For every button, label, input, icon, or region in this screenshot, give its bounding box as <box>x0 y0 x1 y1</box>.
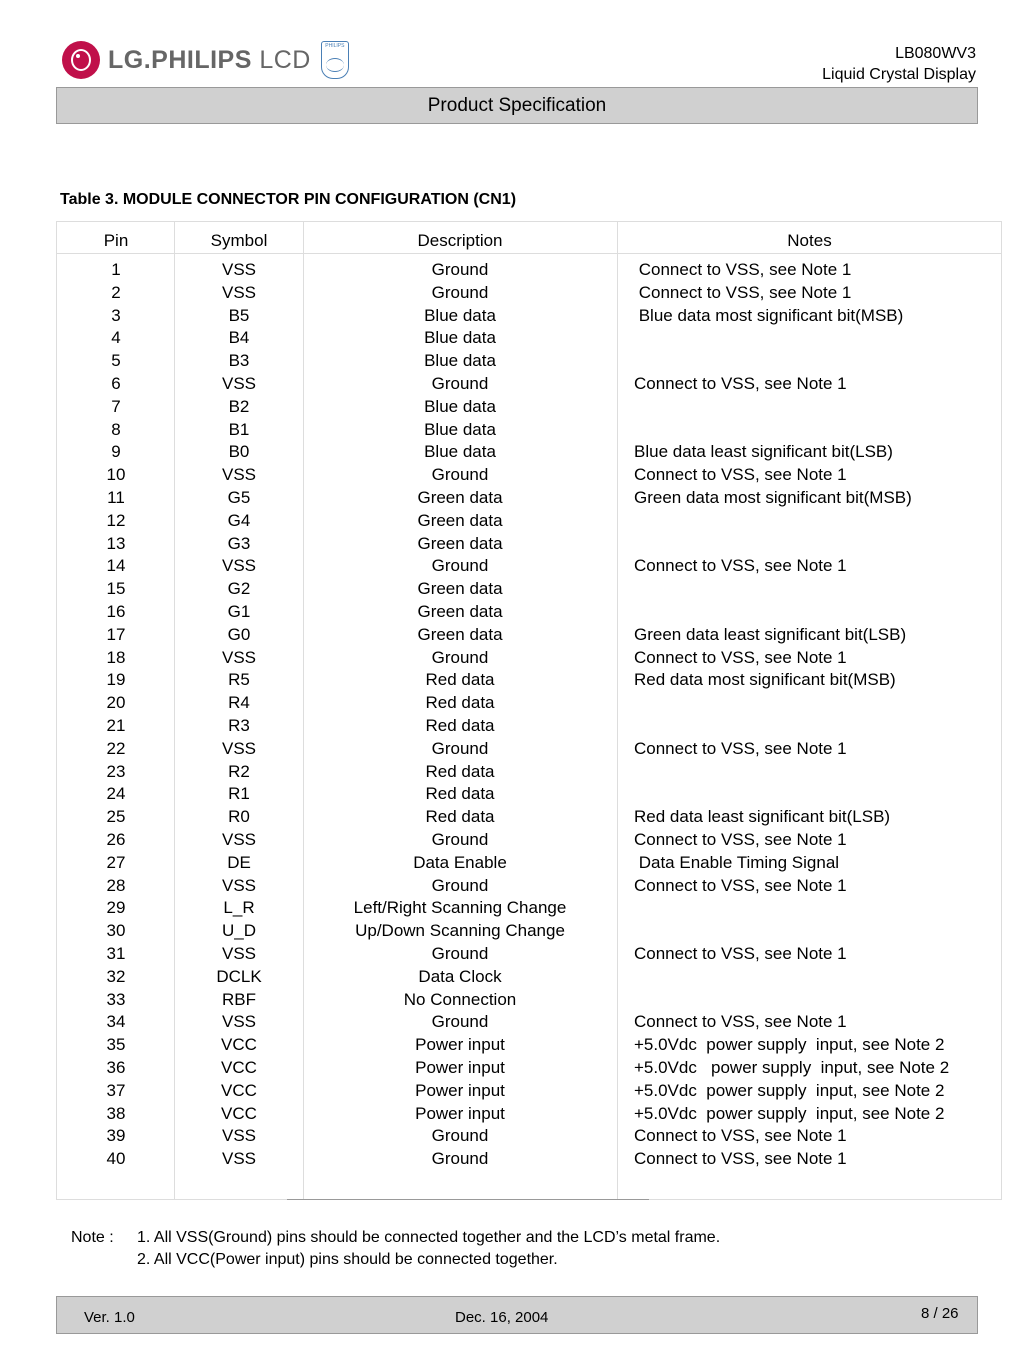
description-cell: Data Enable <box>413 852 507 872</box>
symbol-cell: VSS <box>221 875 257 895</box>
notes-cell: Connect to VSS, see Note 1 <box>634 1149 847 1169</box>
notes-section <box>71 1227 720 1271</box>
description-cell: Power input <box>415 1035 505 1055</box>
symbol-cell: VCC <box>221 1080 257 1100</box>
pin-cell: 6 <box>111 374 121 393</box>
notes-cell: Connect to VSS, see Note 1 <box>634 944 847 963</box>
symbol-cell: B5 <box>228 305 250 325</box>
pin-cell: 19 <box>106 670 126 690</box>
description-cell: Red data <box>425 716 495 735</box>
description-cell: Blue data <box>424 351 496 371</box>
description-cell: Ground <box>431 465 489 485</box>
description-cell: Green data <box>417 533 503 553</box>
description-cell: Left/Right Scanning Change <box>353 898 567 918</box>
description-cell: Red data <box>425 807 495 827</box>
model-number: LB080WV3 <box>895 45 976 62</box>
symbol-cell: R4 <box>228 693 250 713</box>
pin-cell: 3 <box>111 305 121 325</box>
logo-wordmark: LG.PHILIPS LCD <box>108 45 311 74</box>
pin-cell: 7 <box>111 396 121 416</box>
symbol-cell: B4 <box>228 328 250 348</box>
notes-cell: +5.0Vdc power supply input, see Note 2 <box>634 1103 945 1123</box>
symbol-cell: VCC <box>221 1058 257 1077</box>
pin-cell: 21 <box>106 716 126 735</box>
pin-cell: 24 <box>106 784 126 804</box>
symbol-cell: VSS <box>221 647 257 667</box>
pin-cell: 1 <box>111 260 121 279</box>
description-cell: Ground <box>431 1012 489 1032</box>
table-caption: Table 3. MODULE CONNECTOR PIN CONFIGURATION (CN1) <box>60 191 517 208</box>
pin-cell: 2 <box>111 282 121 302</box>
symbol-cell: B1 <box>228 419 250 439</box>
symbol-cell: VSS <box>221 465 257 485</box>
notes-cell: Red data most significant bit(MSB) <box>634 670 896 690</box>
footer-date: Dec. 16, 2004 <box>455 1309 549 1326</box>
symbol-cell: R1 <box>228 784 250 804</box>
symbol-cell: DE <box>227 852 251 872</box>
pin-cell: 12 <box>106 510 126 530</box>
symbol-cell: VSS <box>221 1126 257 1146</box>
symbol-cell: VSS <box>221 260 257 279</box>
description-cell: Ground <box>431 944 489 963</box>
description-cell: Ground <box>431 647 489 667</box>
pin-cell: 31 <box>106 944 126 963</box>
description-cell: Ground <box>431 1149 489 1169</box>
pin-cell: 35 <box>106 1035 126 1055</box>
lg-logo-icon <box>62 41 100 79</box>
page-title: Product Specification <box>56 87 978 124</box>
notes-cell: +5.0Vdc power supply input, see Note 2 <box>634 1058 950 1077</box>
symbol-cell: R3 <box>228 716 250 735</box>
symbol-cell: VSS <box>221 1149 257 1169</box>
description-cell: Power input <box>415 1058 505 1077</box>
symbol-cell: B0 <box>228 442 250 462</box>
philips-shield-icon: PHILIPS <box>321 41 349 79</box>
pin-cell: 22 <box>106 738 126 758</box>
symbol-cell: VSS <box>221 282 257 302</box>
symbol-cell: G3 <box>227 533 251 553</box>
description-cell: Ground <box>431 830 489 849</box>
notes-cell: Blue data least significant bit(LSB) <box>634 442 893 462</box>
description-cell: Ground <box>431 260 489 279</box>
pin-cell: 36 <box>106 1058 126 1077</box>
description-cell: Green data <box>417 602 503 621</box>
symbol-cell: G0 <box>227 624 251 644</box>
symbol-cell: R5 <box>228 670 250 690</box>
pin-cell: 40 <box>106 1149 126 1169</box>
description-cell: Blue data <box>424 396 496 416</box>
column-header-description: Description <box>417 231 503 250</box>
page-footer <box>56 1296 978 1334</box>
symbol-cell: L_R <box>223 898 255 918</box>
pin-cell: 9 <box>111 442 121 462</box>
document-id <box>822 43 976 85</box>
description-cell: Red data <box>425 784 495 804</box>
pin-cell: 26 <box>106 830 126 849</box>
description-cell: Red data <box>425 693 495 713</box>
symbol-cell: R2 <box>228 761 250 781</box>
description-cell: No Connection <box>403 989 517 1009</box>
symbol-cell: U_D <box>221 921 256 941</box>
symbol-cell: RBF <box>222 989 256 1009</box>
pin-cell: 23 <box>106 761 126 781</box>
pin-cell: 18 <box>106 647 126 667</box>
symbol-cell: VSS <box>221 830 257 849</box>
symbol-cell: DCLK <box>216 966 262 986</box>
pin-cell: 17 <box>106 624 126 644</box>
description-cell: Ground <box>431 1126 489 1146</box>
description-cell: Ground <box>431 556 489 576</box>
symbol-cell: B3 <box>228 351 250 371</box>
description-cell: Blue data <box>424 442 496 462</box>
symbol-cell: B2 <box>228 396 250 416</box>
description-cell: Blue data <box>424 328 496 348</box>
note-1: 1. All VSS(Ground) pins should be connected together and the LCD’s metal frame. <box>137 1229 721 1246</box>
symbol-cell: VCC <box>221 1103 257 1123</box>
notes-cell: Connect to VSS, see Note 1 <box>634 465 847 485</box>
notes-cell: Connect to VSS, see Note 1 <box>634 260 852 279</box>
description-cell: Blue data <box>424 419 496 439</box>
symbol-cell: G5 <box>227 488 251 507</box>
pin-cell: 34 <box>106 1012 126 1032</box>
symbol-cell: VSS <box>221 944 257 963</box>
pin-cell: 4 <box>111 328 121 348</box>
pin-cell: 5 <box>111 351 121 371</box>
pin-cell: 20 <box>106 693 126 713</box>
pin-cell: 37 <box>106 1080 126 1100</box>
notes-cell: Connect to VSS, see Note 1 <box>634 374 847 393</box>
notes-cell: Connect to VSS, see Note 1 <box>634 738 847 758</box>
notes-cell: Connect to VSS, see Note 1 <box>634 875 847 895</box>
pin-cell: 29 <box>106 898 126 918</box>
notes-cell: Data Enable Timing Signal <box>634 852 840 872</box>
notes-cell: Connect to VSS, see Note 1 <box>634 830 847 849</box>
description-cell: Ground <box>431 282 489 302</box>
note-label: Note : <box>71 1229 114 1246</box>
description-cell: Red data <box>425 670 495 690</box>
pin-cell: 38 <box>106 1103 126 1123</box>
pin-cell: 11 <box>107 488 125 507</box>
description-cell: Green data <box>417 510 503 530</box>
column-header-symbol: Symbol <box>210 231 268 250</box>
notes-cell: Connect to VSS, see Note 1 <box>634 1126 847 1146</box>
description-cell: Green data <box>417 488 503 507</box>
description-cell: Red data <box>425 761 495 781</box>
product-type: Liquid Crystal Display <box>822 66 976 83</box>
pin-cell: 39 <box>106 1126 126 1146</box>
footer-version: Ver. 1.0 <box>84 1309 135 1326</box>
notes-cell: +5.0Vdc power supply input, see Note 2 <box>634 1080 945 1100</box>
description-cell: Ground <box>431 738 489 758</box>
symbol-cell: VSS <box>221 374 257 393</box>
pin-cell: 27 <box>106 852 126 872</box>
notes-cell: Red data least significant bit(LSB) <box>634 807 891 827</box>
notes-cell: Connect to VSS, see Note 1 <box>634 556 847 576</box>
description-cell: Data Clock <box>418 966 502 986</box>
symbol-cell: VSS <box>221 556 257 576</box>
notes-cell: Connect to VSS, see Note 1 <box>634 282 852 302</box>
symbol-cell: G2 <box>227 579 251 599</box>
pin-cell: 33 <box>106 989 126 1009</box>
pin-configuration-table <box>56 221 1002 1200</box>
description-cell: Power input <box>415 1103 505 1123</box>
note-2: 2. All VCC(Power input) pins should be connected together. <box>137 1251 558 1268</box>
pin-cell: 25 <box>106 807 126 827</box>
pin-cell: 28 <box>106 875 126 895</box>
lg-philips-logo <box>62 40 349 80</box>
pin-cell: 15 <box>106 579 126 599</box>
pin-cell: 32 <box>106 966 126 986</box>
notes-cell: Green data least significant bit(LSB) <box>634 624 907 644</box>
pin-cell: 8 <box>111 419 121 439</box>
notes-cell: Blue data most significant bit(MSB) <box>634 305 904 325</box>
description-cell: Ground <box>431 374 489 393</box>
description-cell: Power input <box>415 1080 505 1100</box>
pin-cell: 30 <box>106 921 126 941</box>
table-bottom-rule <box>287 1199 649 1200</box>
description-cell: Green data <box>417 579 503 599</box>
notes-cell: Connect to VSS, see Note 1 <box>634 1012 847 1032</box>
symbol-cell: VCC <box>221 1035 257 1055</box>
notes-cell: Connect to VSS, see Note 1 <box>634 647 847 667</box>
description-cell: Up/Down Scanning Change <box>355 921 565 941</box>
symbol-cell: VSS <box>221 1012 257 1032</box>
notes-cell: Green data most significant bit(MSB) <box>634 488 912 507</box>
symbol-cell: G1 <box>227 602 251 621</box>
symbol-cell: R0 <box>228 807 250 827</box>
notes-cell: +5.0Vdc power supply input, see Note 2 <box>634 1035 945 1055</box>
column-header-pin: Pin <box>103 231 129 250</box>
footer-page-number: 8 / 26 <box>921 1305 959 1322</box>
pin-cell: 13 <box>106 533 126 553</box>
pin-cell: 16 <box>106 602 126 621</box>
description-cell: Blue data <box>424 305 496 325</box>
pin-cell: 10 <box>106 465 126 485</box>
description-cell: Ground <box>431 875 489 895</box>
description-cell: Green data <box>417 624 503 644</box>
column-header-notes: Notes <box>787 231 832 250</box>
symbol-cell: G4 <box>227 510 251 530</box>
symbol-cell: VSS <box>221 738 257 758</box>
pin-cell: 14 <box>106 556 126 576</box>
